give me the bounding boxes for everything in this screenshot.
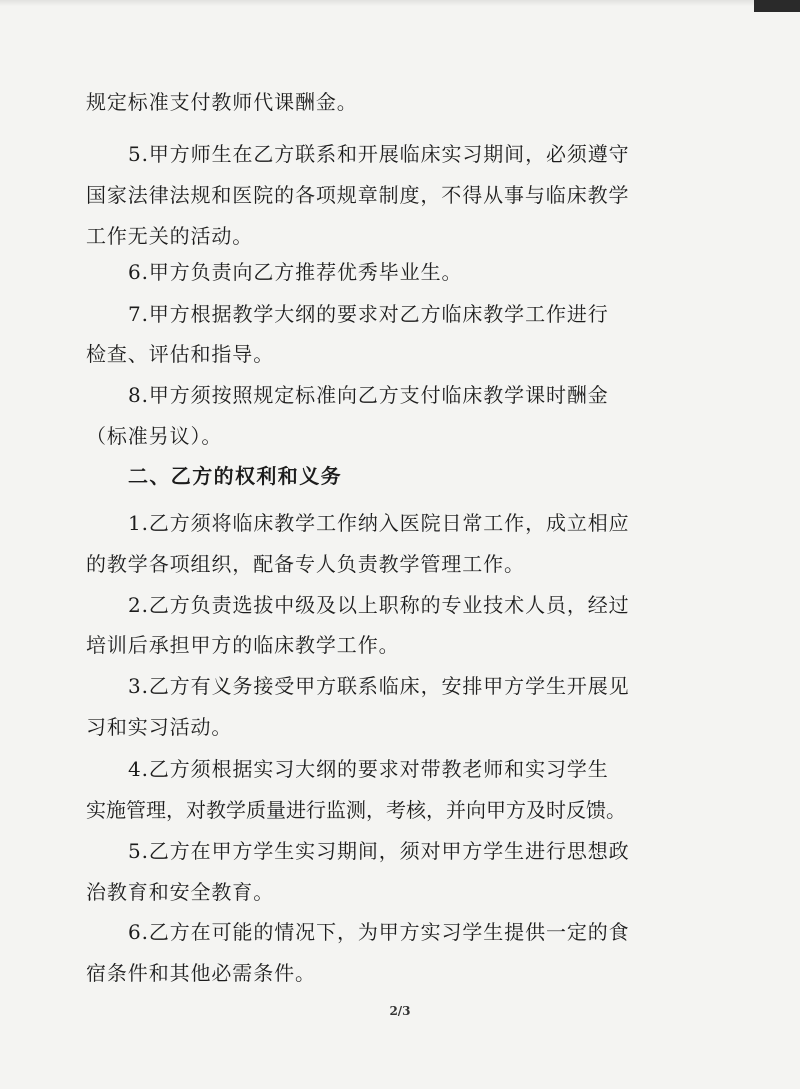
scan-edge: [0, 0, 800, 6]
paragraph-line: 4.乙方须根据实习大纲的要求对带教老师和实习学生: [128, 757, 609, 781]
paragraph-line: 实施管理，对教学质量进行监测，考核，并向甲方及时反馈。: [86, 798, 626, 822]
paragraph-line: 3.乙方有义务接受甲方联系临床，安排甲方学生开展见: [128, 674, 630, 698]
corner-mark: [754, 0, 800, 12]
paragraph-line: 8.甲方须按照规定标准向乙方支付临床教学课时酬金: [128, 383, 609, 407]
paragraph-line: 5.乙方在甲方学生实习期间，须对甲方学生进行思想政: [128, 839, 630, 863]
paragraph-line: 工作无关的活动。: [86, 224, 254, 248]
paragraph-line: 习和实习活动。: [86, 715, 233, 739]
paragraph-line: 7.甲方根据教学大纲的要求对乙方临床教学工作进行: [128, 302, 609, 326]
paragraph-line: （标准另议）。: [86, 424, 223, 448]
paragraph-line: 的教学各项组织，配备专人负责教学管理工作。: [86, 552, 525, 576]
paragraph-line: 培训后承担甲方的临床教学工作。: [86, 633, 400, 657]
paragraph-line: 规定标准支付教师代课酬金。: [86, 90, 358, 114]
paragraph-line: 1.乙方须将临床教学工作纳入医院日常工作，成立相应: [128, 511, 630, 535]
paragraph-line: 国家法律法规和医院的各项规章制度，不得从事与临床教学: [86, 183, 630, 207]
section-heading: 二、乙方的权利和义务: [128, 464, 342, 488]
paragraph-line: 检查、评估和指导。: [86, 342, 275, 366]
paragraph-line: 6.乙方在可能的情况下，为甲方实习学生提供一定的食: [128, 920, 630, 944]
paragraph-line: 治教育和安全教育。: [86, 880, 275, 904]
paragraph-line: 2.乙方负责选拔中级及以上职称的专业技术人员，经过: [128, 593, 630, 617]
paragraph-line: 6.甲方负责向乙方推荐优秀毕业生。: [128, 260, 463, 284]
paragraph-line: 宿条件和其他必需条件。: [86, 961, 316, 985]
page-number: 2/3: [389, 1004, 411, 1018]
paragraph-line: 5.甲方师生在乙方联系和开展临床实习期间，必须遵守: [128, 142, 630, 166]
